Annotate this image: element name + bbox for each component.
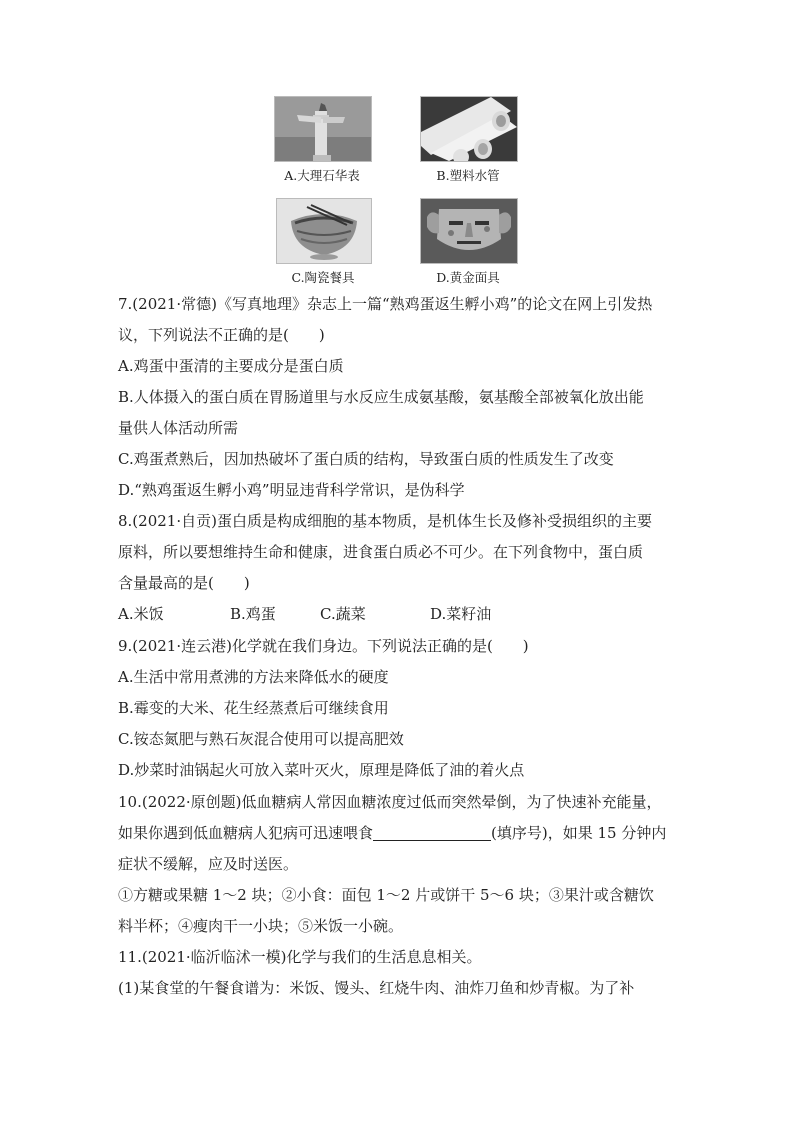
question-7 — [118, 289, 678, 506]
q8-option-b: B.鸡蛋 — [230, 605, 276, 623]
q7-stem-line-1: 7.(2021·常德)《写真地理》杂志上一篇“熟鸡蛋返生孵小鸡”的论文在网上引发热 — [118, 295, 653, 313]
figure-caption-a: A.大理石华表 — [284, 168, 360, 183]
q9-option-c: C.铵态氮肥与熟石灰混合使用可以提高肥效 — [118, 730, 404, 748]
q9-option-d: D.炒菜时油锅起火可放入菜叶灭火，原理是降低了油的着火点 — [118, 761, 525, 779]
q8-stem-line-1: 8.(2021·自贡)蛋白质是构成细胞的基本物质，是机体生长及修补受损组织的主要 — [118, 512, 652, 530]
q10-stem-line-3: 症状不缓解，应及时送医。 — [118, 855, 299, 873]
q9-stem: 9.(2021·连云港)化学就在我们身边。下列说法正确的是( ) — [118, 637, 529, 655]
q7-option-a: A.鸡蛋中蛋清的主要成分是蛋白质 — [118, 357, 344, 375]
q10-choices-line-2: 料半杯；④瘦肉干一小块；⑤米饭一小碗。 — [118, 917, 404, 935]
question-11 — [118, 942, 678, 1004]
q10-stem-line-1: 10.(2022·原创题)低血糖病人常因血糖浓度过低而突然晕倒，为了快速补充能量， — [118, 793, 662, 811]
q8-option-c: C.蔬菜 — [320, 605, 366, 623]
plastic-pipes-photo — [420, 96, 518, 162]
q9-option-b: B.霉变的大米、花生经蒸煮后可继续食用 — [118, 699, 389, 717]
q9-option-a: A.生活中常用煮沸的方法来降低水的硬度 — [118, 668, 389, 686]
figure-caption-b: B.塑料水管 — [436, 168, 500, 183]
figure-caption-c: C.陶瓷餐具 — [291, 270, 355, 285]
q10-choices-line-1: ①方糖或果糖 1～2 块；②小食：面包 1～2 片或饼干 5～6 块；③果汁或含糖饮 — [118, 886, 654, 904]
q8-options — [118, 599, 678, 630]
q8-stem-line-3: 含量最高的是( ) — [118, 574, 250, 592]
q10-line-2-after: (填序号)，如果 15 分钟内 — [491, 824, 667, 842]
q8-option-d: D.菜籽油 — [430, 605, 492, 623]
ceramic-bowl-photo — [276, 198, 372, 264]
q8-option-a: A.米饭 — [118, 605, 164, 623]
marble-column-photo — [274, 96, 372, 162]
q10-line-2-before: 如果你遇到低血糖病人犯病可迅速喂食 — [118, 824, 374, 842]
figure-caption-d: D.黄金面具 — [436, 270, 500, 285]
question-8 — [118, 506, 678, 630]
q7-option-c: C.鸡蛋煮熟后，因加热破坏了蛋白质的结构，导致蛋白质的性质发生了改变 — [118, 450, 614, 468]
gold-mask-photo — [420, 198, 518, 264]
question-10 — [118, 787, 678, 942]
q11-part-1: (1)某食堂的午餐食谱为：米饭、馒头、红烧牛肉、油炸刀鱼和炒青椒。为了补 — [118, 979, 635, 997]
q7-option-b-line-1: B.人体摄入的蛋白质在胃肠道里与水反应生成氨基酸，氨基酸全部被氧化放出能 — [118, 388, 644, 406]
figure-grid — [0, 0, 794, 290]
q8-stem-line-2: 原料，所以要想维持生命和健康，进食蛋白质必不可少。在下列食物中，蛋白质 — [118, 543, 644, 561]
q7-option-b-line-2: 量供人体活动所需 — [118, 419, 239, 437]
question-9 — [118, 631, 678, 786]
q10-answer-blank[interactable] — [373, 822, 491, 841]
q10-stem-line-2 — [118, 818, 678, 849]
q7-option-d: D.“熟鸡蛋返生孵小鸡”明显违背科学常识，是伪科学 — [118, 481, 465, 499]
q7-stem-line-2: 议，下列说法不正确的是( ) — [118, 326, 325, 344]
q11-stem: 11.(2021·临沂临沭一模)化学与我们的生活息息相关。 — [118, 948, 482, 966]
